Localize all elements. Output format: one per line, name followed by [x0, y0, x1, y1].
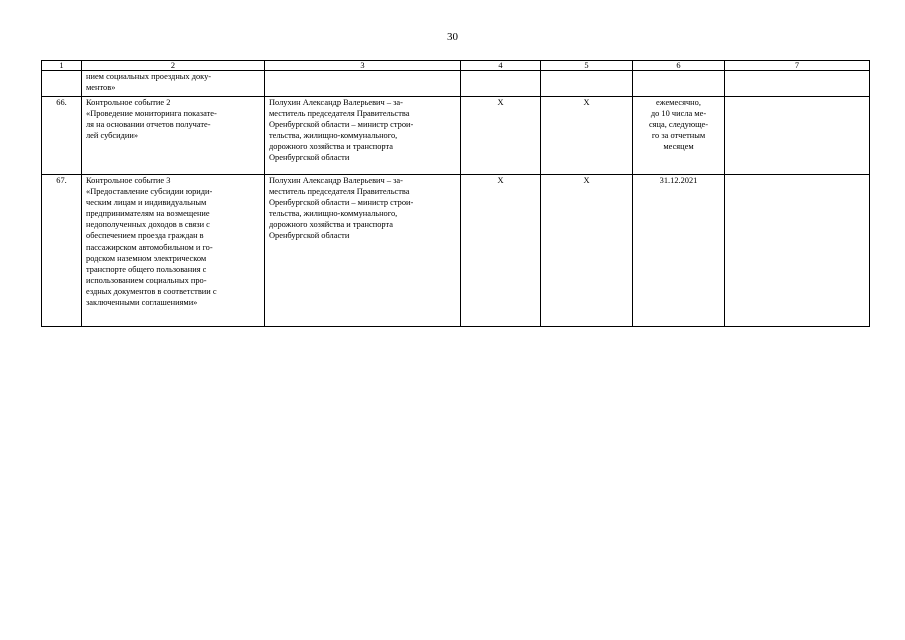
col5-cell: X	[541, 175, 633, 327]
table-row	[42, 97, 870, 175]
responsible-cell	[265, 175, 461, 327]
event-cell	[82, 175, 265, 327]
row-number-cell: 67.	[42, 175, 82, 327]
responsible-cell	[265, 97, 461, 175]
table-row	[42, 175, 870, 327]
event-text: Контрольное событие 3 «Предоставление субсидии юриди- ческим лицам и индивидуальным предпринимателям на возмещение недополученных доходов в связи с обеспечением проезда граждан в пассажирском автомобильном и го- родском наземном электрическом транспорте общего пользования с использованием социальных про- ездных документов в соответствии с заключенными соглашениями»	[86, 176, 217, 308]
table-header-cell: 7	[725, 61, 870, 71]
table-header-row	[42, 61, 870, 71]
event-text: Контрольное событие 2 «Проведение мониторинга показате- ля на основании отчетов получате- лей субсидии»	[86, 98, 217, 141]
event-cell	[82, 71, 265, 97]
deadline-text: 31.12.2021	[659, 176, 698, 185]
col4-cell	[461, 71, 541, 97]
responsible-cell	[265, 71, 461, 97]
row-number-cell: 66.	[42, 97, 82, 175]
col7-cell	[725, 175, 870, 327]
deadline-cell	[633, 71, 725, 97]
col5-cell: X	[541, 97, 633, 175]
responsible-text: Полухин Александр Валерьевич – за- меститель председателя Правительства Оренбургской области – министр строи- тельства, жилищно-коммунального, дорожного хозяйства и транспорта Оренбургской области	[269, 176, 414, 241]
col4-cell: X	[461, 97, 541, 175]
responsible-text: Полухин Александр Валерьевич – за- меститель председателя Правительства Оренбургской области – министр строи- тельства, жилищно-коммунального, дорожного хозяйства и транспорта Оренбургской области	[269, 98, 414, 163]
col7-cell	[725, 71, 870, 97]
event-text: нием социальных проездных доку- ментов»	[86, 72, 212, 93]
table-row	[42, 71, 870, 97]
col4-cell: X	[461, 175, 541, 327]
deadline-cell	[633, 175, 725, 327]
deadline-text: ежемесячно, до 10 числа ме- сяца, следующе- го за отчетным месяцем	[648, 98, 709, 152]
event-cell	[82, 97, 265, 175]
table-header-cell: 3	[265, 61, 461, 71]
row-number-cell	[42, 71, 82, 97]
table-header-cell: 6	[633, 61, 725, 71]
plan-table	[41, 60, 870, 327]
table-header-cell: 4	[461, 61, 541, 71]
col7-cell	[725, 97, 870, 175]
table-header-cell: 5	[541, 61, 633, 71]
col5-cell	[541, 71, 633, 97]
deadline-cell	[633, 97, 725, 175]
page-number: 30	[447, 31, 458, 43]
table-header-cell: 1	[42, 61, 82, 71]
table-header-cell: 2	[82, 61, 265, 71]
